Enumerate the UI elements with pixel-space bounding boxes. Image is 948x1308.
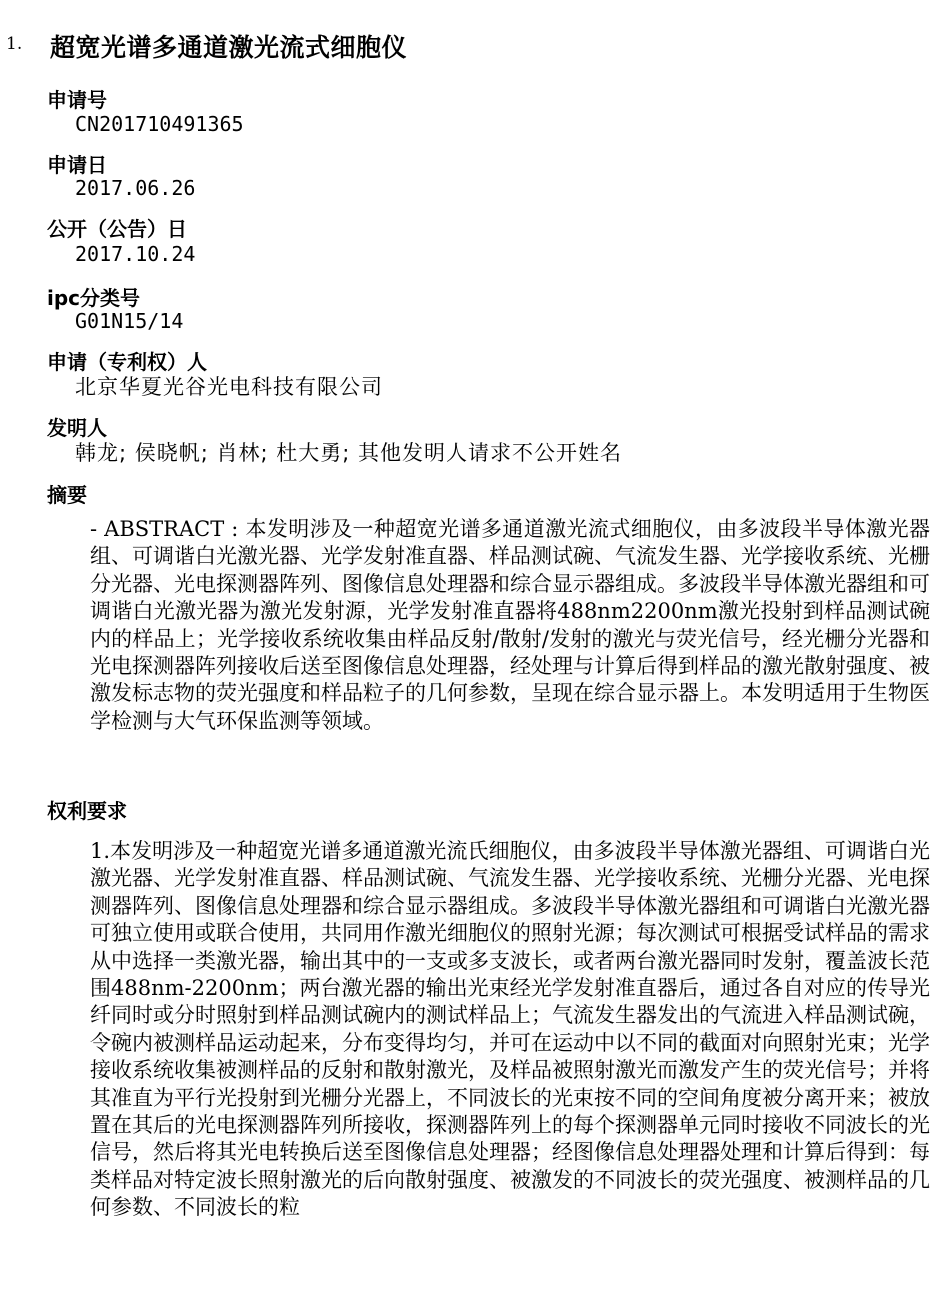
claims-text: 1.本发明涉及一种超宽光谱多通道激光流氏细胞仪，由多波段半导体激光器组、可调谐白光激光器、光学发射准直器、样品测试碗、气流发生器、光学接收系统、光栅分光器、光电探测器阵列、图像信息处理器和综合显示器组成。多波段半导体激光器组和可调谐白光激光器可独立使用或联合使用，共同用作激光细胞仪的照射光源；每次测试可根据受试样品的需求从中选择一类激光器，输出其中的一支或多支波长，或者两台激光器同时发射，覆盖波长范围488nm-2200nm；两台激光器的输出光束经光学发射准直器后，通过各自对应的传导光纤同时或分时照射到样品测试碗内的测试样品上；气流发生器发出的气流进入样品测试碗，令碗内被测样品运动起来，分布变得均匀，并可在运动中以不同的截面对向照射光束；光学接收系统收集被测样品的反射和散射激光，及样品被照射激光而激发产生的荧光信号；并将其准直为平行光投射到光栅分光器上，不同波长的光束按不同的空间角度被分离开来；被放置在其后的光电探测器阵列所接收，探测器阵列上的每个探测器单元同时接收不同波长的光信号，然后将其光电转换后送至图像信息处理器；经图像信息处理器处理和计算后得到：每类样品对特定波长照射激光的后向散射强度、被激发的不同波长的荧光强度、被测样品的几何参数、不同波长的粒	[90, 839, 930, 1220]
ipc-label: ipc分类号	[47, 286, 141, 310]
publication-date-label: 公开（公告）日	[47, 217, 187, 241]
abstract-text: - ABSTRACT : 本发明涉及一种超宽光谱多通道激光流式细胞仪，由多波段半导体激光器组、可调谐白光激光器、光学发射准直器、样品测试碗、气流发生器、光学接收系统、光栅分光器、光电探测器阵列、图像信息处理器和综合显示器组成。多波段半导体激光器组和可调谐白光激光器为激光发射源，光学发射准直器将488nm2200nm激光投射到样品测试碗内的样品上；光学接收系统收集由样品反射/散射/发射的激光与荧光信号，经光栅分光器和光电探测器阵列接收后送至图像信息处理器，经处理与计算后得到样品的激光散射强度、被激发标志物的荧光强度和样品粒子的几何参数，呈现在综合显示器上。本发明适用于生物医学检测与大气环保监测等领域。	[90, 517, 930, 733]
application-date-label: 申请日	[47, 153, 107, 177]
applicant-value: 北京华夏光谷光电科技有限公司	[75, 375, 383, 399]
claims-label: 权利要求	[47, 799, 127, 823]
applicant-label: 申请（专利权）人	[47, 350, 207, 374]
ipc-value: G01N15/14	[75, 309, 184, 333]
abstract-label: 摘要	[47, 483, 87, 507]
inventors-value: 韩龙; 侯晓帆; 肖林; 杜大勇; 其他发明人请求不公开姓名	[75, 441, 622, 465]
patent-title: 超宽光谱多通道激光流式细胞仪	[50, 33, 408, 62]
inventors-label: 发明人	[47, 416, 107, 440]
publication-date-value: 2017.10.24	[75, 242, 196, 266]
application-number-value: CN201710491365	[75, 112, 244, 136]
record-index: 1.	[6, 34, 23, 54]
application-number-label: 申请号	[47, 88, 107, 112]
application-date-value: 2017.06.26	[75, 176, 196, 200]
